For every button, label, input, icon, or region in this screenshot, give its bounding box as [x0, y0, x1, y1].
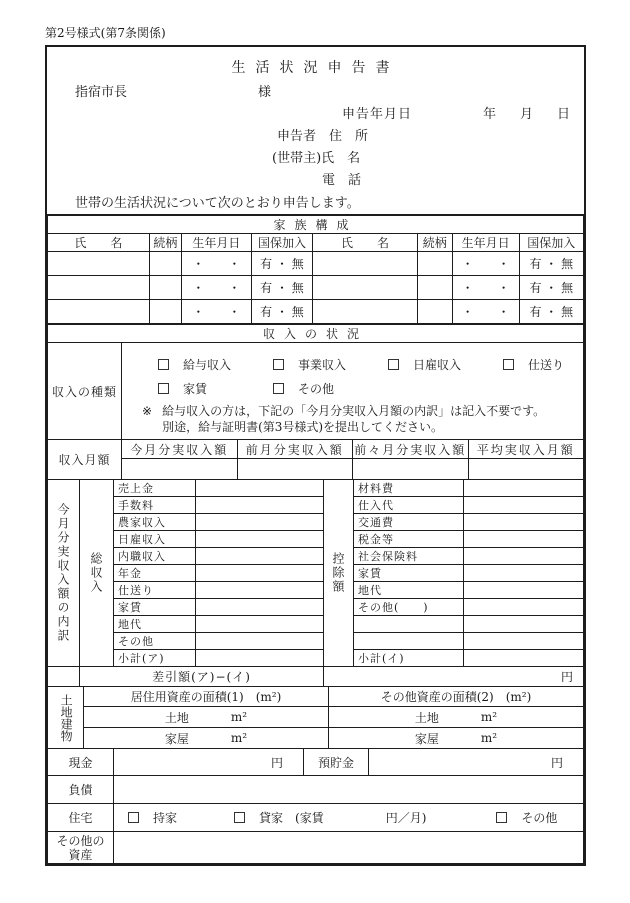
square-meter-unit: m² [230, 710, 248, 724]
residential-area-header: 居住用資産の面積(1) (m²) [84, 687, 329, 707]
previous-month-income-input[interactable] [237, 459, 353, 480]
deduction-vertical-label: 控除額 [324, 480, 354, 667]
family-col-relation: 続柄 [417, 234, 452, 252]
day-label: 日 [556, 106, 570, 122]
family-row [48, 252, 584, 276]
option-label: 貸家 [259, 811, 284, 825]
family-name-input[interactable] [48, 252, 150, 276]
family-name-input[interactable] [313, 300, 418, 324]
income-item-input[interactable] [196, 497, 324, 514]
family-relation-input[interactable] [417, 276, 452, 300]
declarant-address-label: 申告者 住 所 [277, 128, 369, 144]
checkbox-business-income[interactable] [273, 359, 284, 370]
income-item-label: 農家収入 [114, 514, 196, 531]
other-assets-label [48, 832, 114, 864]
deduction-item-label [354, 633, 464, 650]
family-dob-input[interactable]: ・ ・ [181, 252, 251, 276]
residential-house-input[interactable] [84, 728, 329, 749]
option-other-housing [496, 809, 557, 826]
year-label: 年 [482, 106, 496, 122]
family-kokuho-choice[interactable]: 有 ・ 無 [519, 276, 583, 300]
family-kokuho-choice[interactable]: 有 ・ 無 [519, 252, 583, 276]
family-col-name: 氏 名 [48, 234, 150, 252]
month-label: 月 [519, 106, 533, 122]
current-month-header: 今月分実収入額 [122, 440, 238, 459]
family-section-title: 家族構成 [48, 215, 584, 234]
other-assets-label-line1: その他の [56, 833, 105, 848]
checkbox-salary-income[interactable] [158, 359, 169, 370]
income-item-label: 年金 [114, 565, 196, 582]
declaration-form [45, 45, 586, 866]
housing-table [47, 803, 584, 832]
previous-month-header: 前月分実収入額 [237, 440, 353, 459]
option-label: 事業収入 [298, 357, 347, 372]
income-item-input[interactable] [196, 531, 324, 548]
income-item-label: 仕送り [114, 582, 196, 599]
other-assets-table [47, 831, 584, 864]
salary-income-note [122, 403, 579, 435]
deduction-item-label: 材料費 [354, 480, 464, 497]
income-section-header [47, 323, 584, 343]
two-months-ago-header: 前々月分実収入額 [353, 440, 469, 459]
family-relation-input[interactable] [417, 300, 452, 324]
phone-label: 電 話 [322, 172, 362, 188]
monthly-income-table [47, 439, 584, 480]
note-text [162, 403, 545, 435]
family-name-input[interactable] [313, 276, 418, 300]
average-income-input[interactable] [468, 459, 584, 480]
two-months-ago-income-input[interactable] [353, 459, 469, 480]
option-label: その他 [298, 381, 335, 396]
addressee-line [55, 79, 576, 101]
house-label: 家屋 [414, 731, 439, 746]
other-assets-label-line2: 資産 [68, 847, 93, 862]
income-type-row2 [122, 376, 579, 400]
deduction-item-input[interactable] [464, 531, 584, 548]
deduction-item-input[interactable] [464, 565, 584, 582]
family-name-input[interactable] [313, 252, 418, 276]
deduction-item-label: 家賃 [354, 565, 464, 582]
family-dob-input[interactable]: ・ ・ [452, 276, 519, 300]
deduction-subtotal-label: 小計(イ) [354, 650, 464, 667]
form-code: 第2号様式(第7条関係) [45, 26, 166, 40]
savings-amount-input[interactable]: 円 [369, 749, 584, 776]
option-label: 日雇収入 [413, 357, 462, 372]
option-label: 持家 [153, 811, 178, 825]
family-relation-input[interactable] [149, 276, 181, 300]
income-item-input[interactable] [196, 633, 324, 650]
land-building-table [47, 686, 584, 749]
income-item-input[interactable] [196, 599, 324, 616]
family-relation-input[interactable] [149, 300, 181, 324]
family-relation-input[interactable] [417, 252, 452, 276]
income-type-row1 [122, 352, 579, 376]
checkbox-daily-wage-income[interactable] [388, 359, 399, 370]
deduction-item-label: その他( ) [354, 599, 464, 616]
family-dob-input[interactable]: ・ ・ [452, 252, 519, 276]
land-label: 土地 [164, 710, 189, 725]
deduction-item-input[interactable] [464, 599, 584, 616]
deduction-item-input[interactable] [464, 582, 584, 599]
income-item-label: 地代 [114, 616, 196, 633]
declarant-name-label: (世帯主)氏 名 [272, 150, 361, 166]
cash-label: 現金 [48, 749, 114, 776]
debt-table [47, 775, 584, 804]
income-subtotal-label: 小計(ア) [114, 650, 196, 667]
house-label: 家屋 [164, 731, 189, 746]
average-income-header: 平均実収入月額 [468, 440, 584, 459]
income-item-input[interactable] [196, 616, 324, 633]
income-type-options [122, 343, 584, 440]
option-salary-income [158, 356, 273, 373]
other-asset-area-header: その他資産の面積(2) (m²) [329, 687, 584, 707]
checkbox-other-income[interactable] [273, 383, 284, 394]
addressee-name: 指宿市長 [75, 84, 128, 100]
form-title: 生活状況申告書 [231, 60, 400, 76]
income-item-input[interactable] [196, 582, 324, 599]
family-dob-input[interactable]: ・ ・ [452, 300, 519, 324]
income-item-input[interactable] [196, 480, 324, 497]
land-label: 土地 [414, 710, 439, 725]
option-other-income [273, 380, 334, 397]
family-col-kokuho: 国保加入 [251, 234, 313, 252]
option-label: 家賃 [183, 381, 208, 396]
family-dob-input[interactable]: ・ ・ [181, 300, 251, 324]
deduction-item-input[interactable] [464, 616, 584, 633]
checkbox-rented-house[interactable] [234, 812, 245, 823]
declaration-date-line [55, 101, 576, 123]
income-item-label: 手数料 [114, 497, 196, 514]
income-type-table [47, 342, 584, 440]
family-kokuho-choice[interactable]: 有 ・ 無 [251, 276, 313, 300]
form-head [47, 47, 584, 215]
cash-savings-table [47, 748, 584, 776]
option-daily-wage-income [388, 356, 503, 373]
deduction-item-input[interactable] [464, 548, 584, 565]
family-col-kokuho: 国保加入 [519, 234, 583, 252]
residential-land-input[interactable] [84, 707, 329, 728]
land-building-vertical-label: 土地建物 [48, 687, 84, 749]
family-col-relation: 続柄 [149, 234, 181, 252]
intro-statement: 世帯の生活状況について次のとおり申告します。 [75, 195, 360, 211]
breakdown-section-vertical-label: 今月分実収入額の内訳 [48, 480, 80, 667]
deduction-item-label [354, 616, 464, 633]
family-relation-input[interactable] [149, 252, 181, 276]
debt-input[interactable] [114, 776, 584, 804]
monthly-income-label: 収入月額 [48, 440, 122, 480]
checkbox-other-housing[interactable] [496, 812, 507, 823]
note-line1: 給与収入の方は，下記の「今月分実収入月額の内訳」は記入不要です。 [162, 404, 546, 418]
square-meter-unit: m² [480, 710, 498, 724]
rent-amount-open: (家賃 [295, 811, 324, 825]
checkbox-owned-house[interactable] [128, 812, 139, 823]
family-row [48, 276, 584, 300]
deduction-item-input[interactable] [464, 497, 584, 514]
family-name-input[interactable] [48, 276, 150, 300]
savings-label: 預貯金 [304, 749, 369, 776]
option-remittance-income [503, 356, 564, 373]
option-owned-house [128, 809, 234, 826]
deduction-item-label: 仕入代 [354, 497, 464, 514]
income-breakdown-table [47, 479, 584, 687]
housing-label: 住宅 [48, 804, 114, 832]
family-table [47, 214, 584, 324]
option-label: 給与収入 [183, 357, 232, 372]
option-label: その他 [521, 811, 558, 825]
deduction-item-input[interactable] [464, 633, 584, 650]
balance-spacer-cell [48, 667, 80, 687]
income-type-label: 収入の種類 [48, 343, 122, 440]
declaration-date-label: 申告年月日 [342, 106, 413, 122]
family-name-input[interactable] [48, 300, 150, 324]
deduction-item-label: 社会保険料 [354, 548, 464, 565]
option-rented-house [234, 809, 283, 826]
income-item-input[interactable] [196, 514, 324, 531]
income-item-label: 売上金 [114, 480, 196, 497]
deduction-item-label: 地代 [354, 582, 464, 599]
family-col-name: 氏 名 [313, 234, 418, 252]
family-col-dob: 生年月日 [452, 234, 519, 252]
income-item-label: その他 [114, 633, 196, 650]
balance-input[interactable]: 円 [324, 667, 584, 687]
other-house-input[interactable] [329, 728, 584, 749]
gross-income-vertical-label: 総収入 [80, 480, 114, 667]
note-marker: ※ [142, 404, 153, 418]
square-meter-unit: m² [480, 731, 498, 745]
income-section-title: 収入の状況 [48, 324, 584, 343]
family-kokuho-choice[interactable]: 有 ・ 無 [251, 300, 313, 324]
note-line2: 別途，給与証明書(第3号様式)を提出してください。 [162, 420, 444, 434]
income-item-input[interactable] [196, 548, 324, 565]
checkbox-rent-income[interactable] [158, 383, 169, 394]
other-land-input[interactable] [329, 707, 584, 728]
debt-label: 負債 [48, 776, 114, 804]
addressee-honorific: 様 [258, 84, 272, 100]
family-kokuho-choice[interactable]: 有 ・ 無 [519, 300, 583, 324]
family-kokuho-choice[interactable]: 有 ・ 無 [251, 252, 313, 276]
rent-amount-input[interactable]: 円／月) [385, 811, 427, 825]
deduction-item-input[interactable] [464, 514, 584, 531]
checkbox-remittance-income[interactable] [503, 359, 514, 370]
option-rent-income [158, 380, 273, 397]
deduction-item-label: 税金等 [354, 531, 464, 548]
balance-label: 差引額(ア)−(イ) [80, 667, 324, 687]
square-meter-unit: m² [230, 731, 248, 745]
income-item-label: 日雇収入 [114, 531, 196, 548]
housing-options [114, 804, 584, 832]
family-dob-input[interactable]: ・ ・ [181, 276, 251, 300]
income-item-label: 内職収入 [114, 548, 196, 565]
other-assets-input[interactable] [114, 832, 584, 864]
family-col-dob: 生年月日 [181, 234, 251, 252]
cash-amount-input[interactable]: 円 [114, 749, 304, 776]
income-item-input[interactable] [196, 565, 324, 582]
option-business-income [273, 356, 388, 373]
deduction-item-input[interactable] [464, 480, 584, 497]
income-item-label: 家賃 [114, 599, 196, 616]
family-row [48, 300, 584, 324]
income-subtotal-input[interactable] [196, 650, 324, 667]
deduction-item-label: 交通費 [354, 514, 464, 531]
deduction-subtotal-input[interactable] [464, 650, 584, 667]
option-label: 仕送り [528, 357, 565, 372]
current-month-income-input[interactable] [122, 459, 238, 480]
